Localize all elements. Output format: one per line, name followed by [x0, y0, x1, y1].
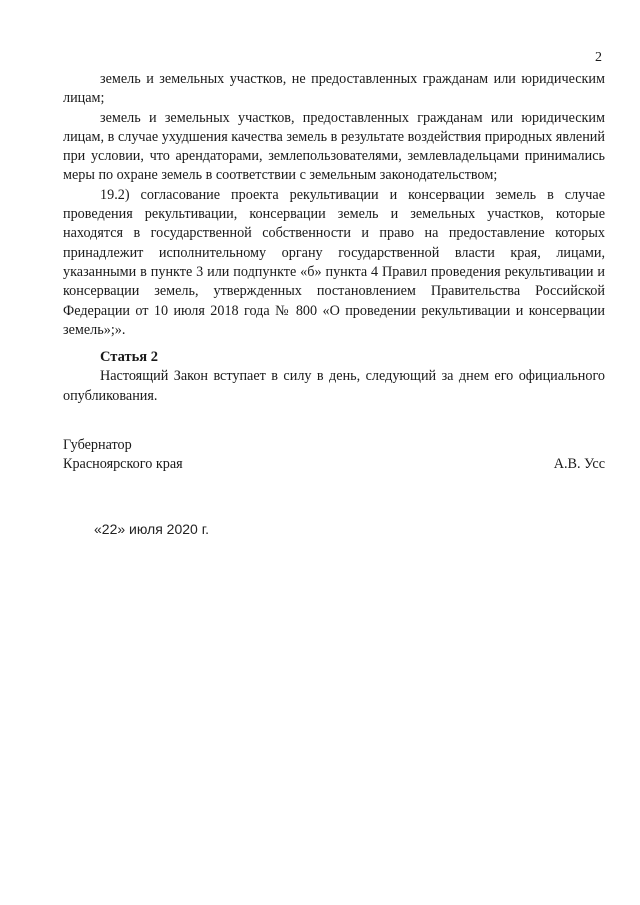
amendment-text [63, 70, 605, 340]
paragraph-lands-provided: земель и земельных участков, предоставленных гражданам или юридическим лицам, в случае ухудшения качества земель в результате воздействия природных явлений при условии, что арендаторами, землепользователями, землевладельцами принимались меры по охране земель в соответствии с земельным законодательством; [63, 109, 605, 184]
signatory-name: А.В. Усс [553, 456, 605, 473]
signature-block [63, 436, 605, 475]
page-number: 2 [595, 50, 602, 65]
article-title: Статья 2 [100, 349, 158, 365]
article-text: Настоящий Закон вступает в силу в день, следующий за днем его официального опубликования. [63, 368, 605, 404]
signing-date: «22» июля 2020 г. [94, 521, 210, 537]
signatory-position-line2: Красноярского края [63, 456, 183, 473]
article-2 [63, 348, 605, 406]
paragraph-lands-not-provided: земель и земельных участков, не предоставленных гражданам или юридическим лицам; [63, 71, 605, 107]
signatory-position-line1: Губернатор [63, 437, 132, 453]
paragraph-19-2: 19.2) согласование проекта рекультивации и консервации земель в случае проведения рекультивации, консервации земель и земельных участков, которые находятся в государственной собственности и право на предоставление которых принадлежит исполнительному органу государственной власти края, лицами, указанными в пункте 3 или подпункте «б» пункта 4 Правил проведения рекультивации и консервации земель, утвержденных постановлением Правительства Российской Федерации от 10 июля 2018 года № 800 «О проведении рекультивации и консервации земель»;». [63, 186, 605, 338]
